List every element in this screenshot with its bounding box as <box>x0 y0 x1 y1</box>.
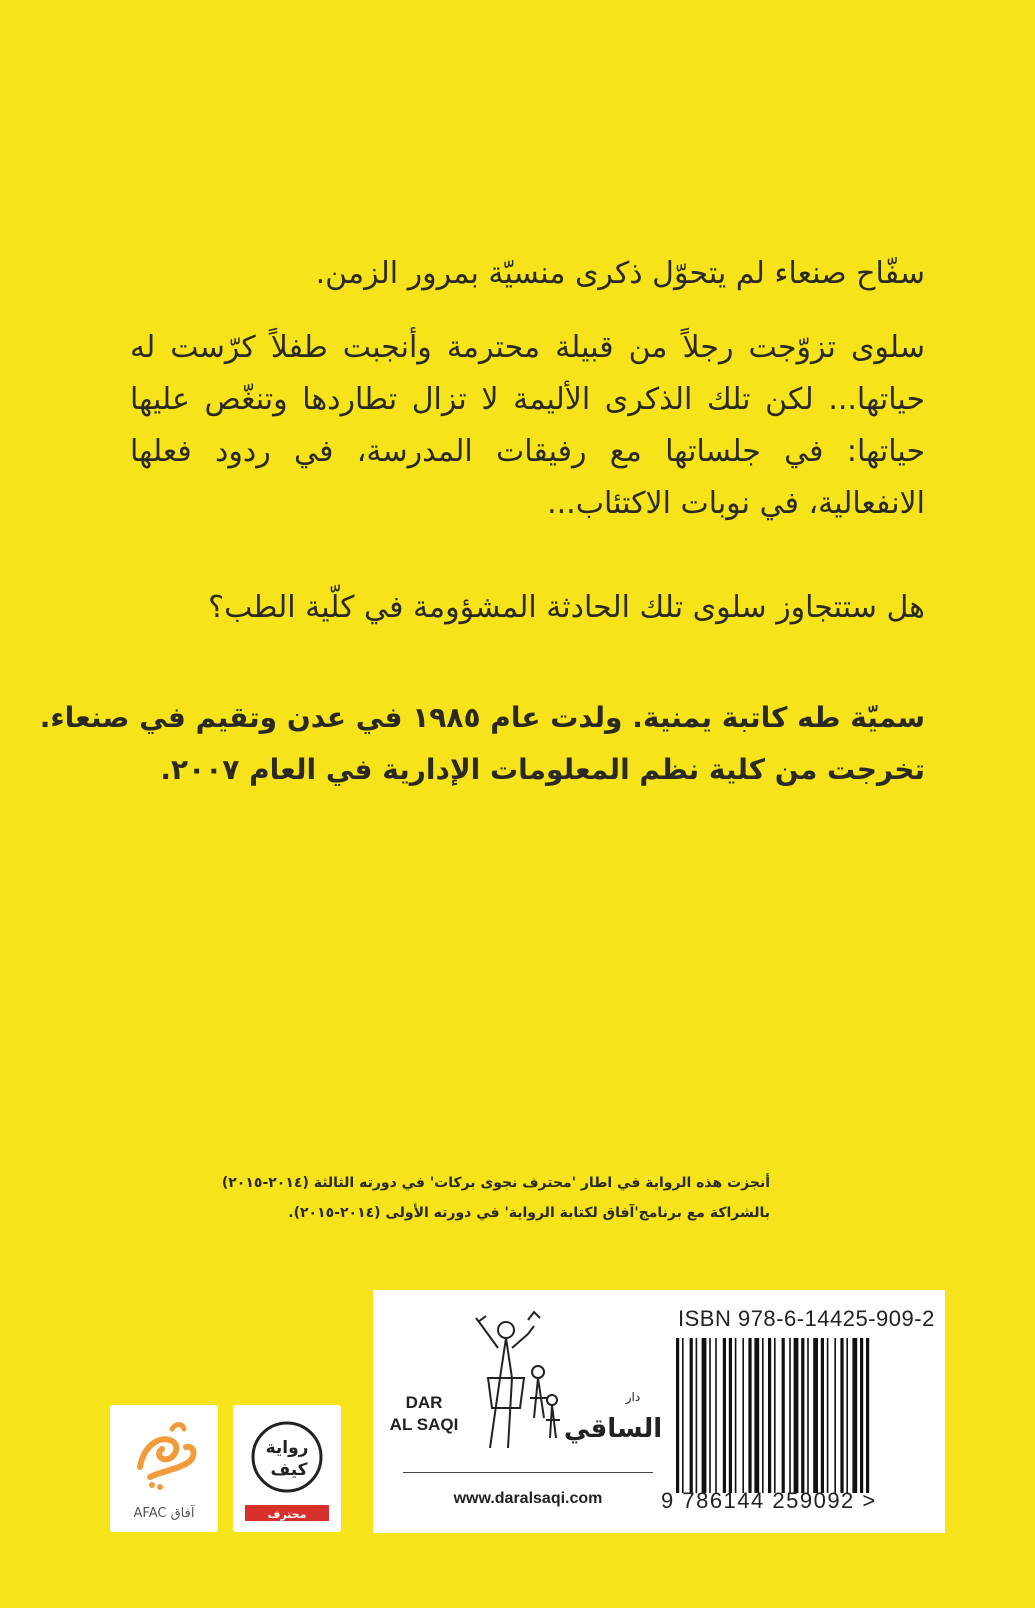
publisher-divider <box>403 1472 653 1473</box>
barcode-bar <box>807 1338 809 1493</box>
afac-label: AFAC آفاق <box>133 1506 195 1521</box>
dar-label-line-1: DAR <box>405 1393 443 1412</box>
afac-logo <box>110 1405 218 1532</box>
saqi-arabic-small: دار <box>625 1390 641 1404</box>
barcode-bar <box>834 1338 836 1493</box>
author-bio <box>39 692 925 796</box>
blurb-line-2: سلوى تزوّجت رجلاً من قبيلة محترمة وأنجبت طفلاً كرّست له حياتها... لكن تلك الذكرى الأليمة لا تزال تطاردها وتنغّص عليها حياتها: في جلساتها مع رفيقات المدرسة، في ردود فعلها الانفعالية، في نوبات الاكتئاب... <box>130 330 925 521</box>
saqi-arabic-name: الساقي <box>563 1414 663 1444</box>
publisher-panel <box>373 1290 945 1533</box>
barcode-bar <box>742 1338 744 1493</box>
kayf-calligraphy-icon <box>233 1405 341 1532</box>
barcode-bar <box>735 1338 737 1493</box>
kayf-logo <box>233 1405 341 1532</box>
blurb-question <box>130 582 925 634</box>
credits-line-2: بالشراكة مع برنامج'آفاق لكتابة الرواية' في دورته الأولى (٢٠١٤-٢٠١٥). <box>288 1205 770 1221</box>
barcode-bar <box>702 1338 707 1493</box>
dar-al-saqi-name <box>381 1392 467 1436</box>
author-bio-line-2: تخرجت من كلية نظم المعلومات الإدارية في العام ٢٠٠٧. <box>160 753 925 786</box>
barcode-bar <box>789 1338 791 1493</box>
barcode-bar <box>821 1338 824 1493</box>
barcode-bar <box>715 1338 717 1493</box>
barcode-bar <box>754 1338 759 1493</box>
barcode-bar <box>762 1338 764 1493</box>
barcode-digits: 9 786144 259092 > <box>661 1488 877 1513</box>
barcode-bar <box>696 1338 698 1493</box>
kayf-title-1: رواية <box>265 1438 309 1458</box>
barcode-bar <box>840 1338 843 1493</box>
barcode-bar <box>801 1338 804 1493</box>
blurb-opening-line <box>130 248 925 300</box>
isbn-number: ISBN 978-6-14425-909-2 <box>678 1306 935 1331</box>
barcode-bar <box>866 1338 869 1493</box>
kayf-label: محترف <box>267 1508 307 1521</box>
barcode-bar <box>690 1338 693 1493</box>
publisher-website: www.daralsaqi.com <box>453 1490 603 1507</box>
credits <box>221 1168 770 1228</box>
barcode-bar <box>827 1338 829 1493</box>
barcode-bar <box>794 1338 799 1493</box>
barcode-bar <box>774 1338 776 1493</box>
barcode-bar <box>852 1338 857 1493</box>
barcode-bar <box>768 1338 771 1493</box>
credits-line-1: أنجزت هذه الرواية في اطار 'محترف نجوى بركات' في دورته الثالثة (٢٠١٤-٢٠١٥) <box>221 1175 770 1191</box>
barcode-bar <box>709 1338 711 1493</box>
barcode-bar <box>676 1338 679 1493</box>
barcode-bar <box>682 1338 684 1493</box>
saqi-figure-icon <box>468 1308 568 1456</box>
barcode-bar <box>860 1338 863 1493</box>
blurb-line-1: سفّاح صنعاء لم يتحوّل ذكرى منسيّة بمرور الزمن. <box>315 256 925 291</box>
barcode-bar <box>846 1338 848 1493</box>
blurb-paragraph <box>130 322 925 530</box>
author-bio-line-1: سميّة طه كاتبة يمنية. ولدت عام ١٩٨٥ في عدن وتقيم في صنعاء. <box>39 701 925 734</box>
barcode-bar <box>782 1338 785 1493</box>
saqi-arabic-logo <box>563 1385 663 1455</box>
afac-calligraphy-icon <box>110 1405 218 1532</box>
barcode <box>676 1338 906 1493</box>
kayf-title-2: كيف <box>270 1460 308 1480</box>
barcode-bar <box>748 1338 751 1493</box>
barcode-bar <box>729 1338 732 1493</box>
barcode-bar <box>813 1338 818 1493</box>
blurb-question-text: هل ستتجاوز سلوى تلك الحادثة المشؤومة في كلّية الطب؟ <box>208 590 925 625</box>
barcode-bar <box>723 1338 726 1493</box>
dar-label-line-2: AL SAQI <box>389 1415 459 1434</box>
